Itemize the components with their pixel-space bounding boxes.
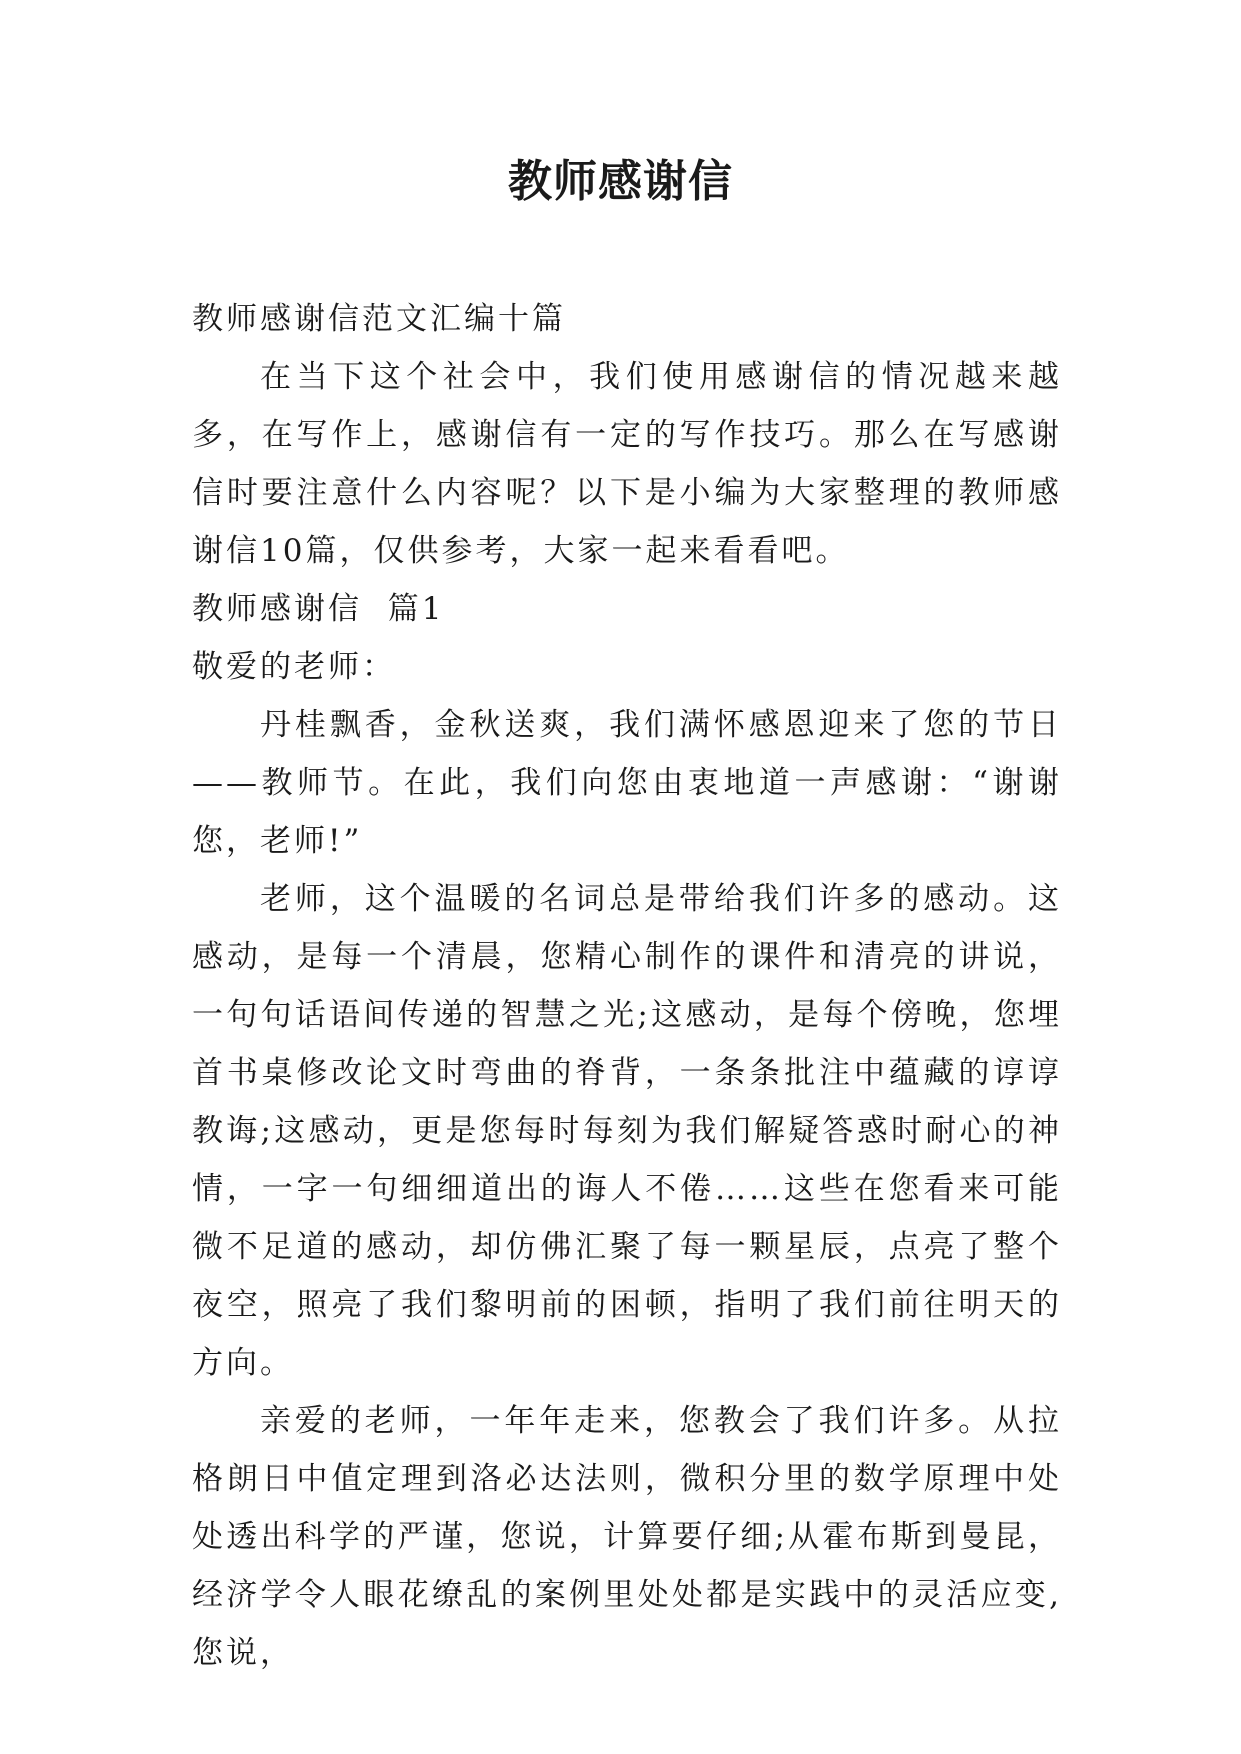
body-paragraph: 亲爱的老师，一年年走来，您教会了我们许多。从拉格朗日中值定理到洛必达法则，微积分里的数学原理中处处透出科学的严谨，您说，计算要仔细;从霍布斯到曼昆，经济学令人眼花缭乱的案例里处处都是实践中的灵活应变,您说， <box>192 1403 1062 1671</box>
salutation: 敬爱的老师： <box>192 649 396 685</box>
section-heading: 教师感谢信 篇1 <box>192 591 445 627</box>
document-body <box>192 290 1062 1682</box>
body-paragraph: 丹桂飘香，金秋送爽，我们满怀感恩迎来了您的节日——教师节。在此，我们向您由衷地道一声感谢：“谢谢您，老师!” <box>192 707 1062 859</box>
body-paragraph: 老师，这个温暖的名词总是带给我们许多的感动。这感动，是每一个清晨，您精心制作的课件和清亮的讲说，一句句话语间传递的智慧之光;这感动，是每个傍晚，您埋首书桌修改论文时弯曲的脊背，一条条批注中蕴藏的谆谆教诲;这感动，更是您每时每刻为我们解疑答惑时耐心的神情，一字一句细细道出的诲人不倦……这些在您看来可能微不足道的感动，却仿佛汇聚了每一颗星辰，点亮了整个夜空，照亮了我们黎明前的困顿，指明了我们前往明天的方向。 <box>192 881 1062 1381</box>
intro-paragraph: 在当下这个社会中，我们使用感谢信的情况越来越多，在写作上，感谢信有一定的写作技巧。那么在写感谢信时要注意什么内容呢？以下是小编为大家整理的教师感谢信10篇，仅供参考，大家一起来看看吧。 <box>192 359 1062 569</box>
document-subtitle: 教师感谢信范文汇编十篇 <box>192 301 566 337</box>
document-title: 教师感谢信 <box>508 156 733 207</box>
